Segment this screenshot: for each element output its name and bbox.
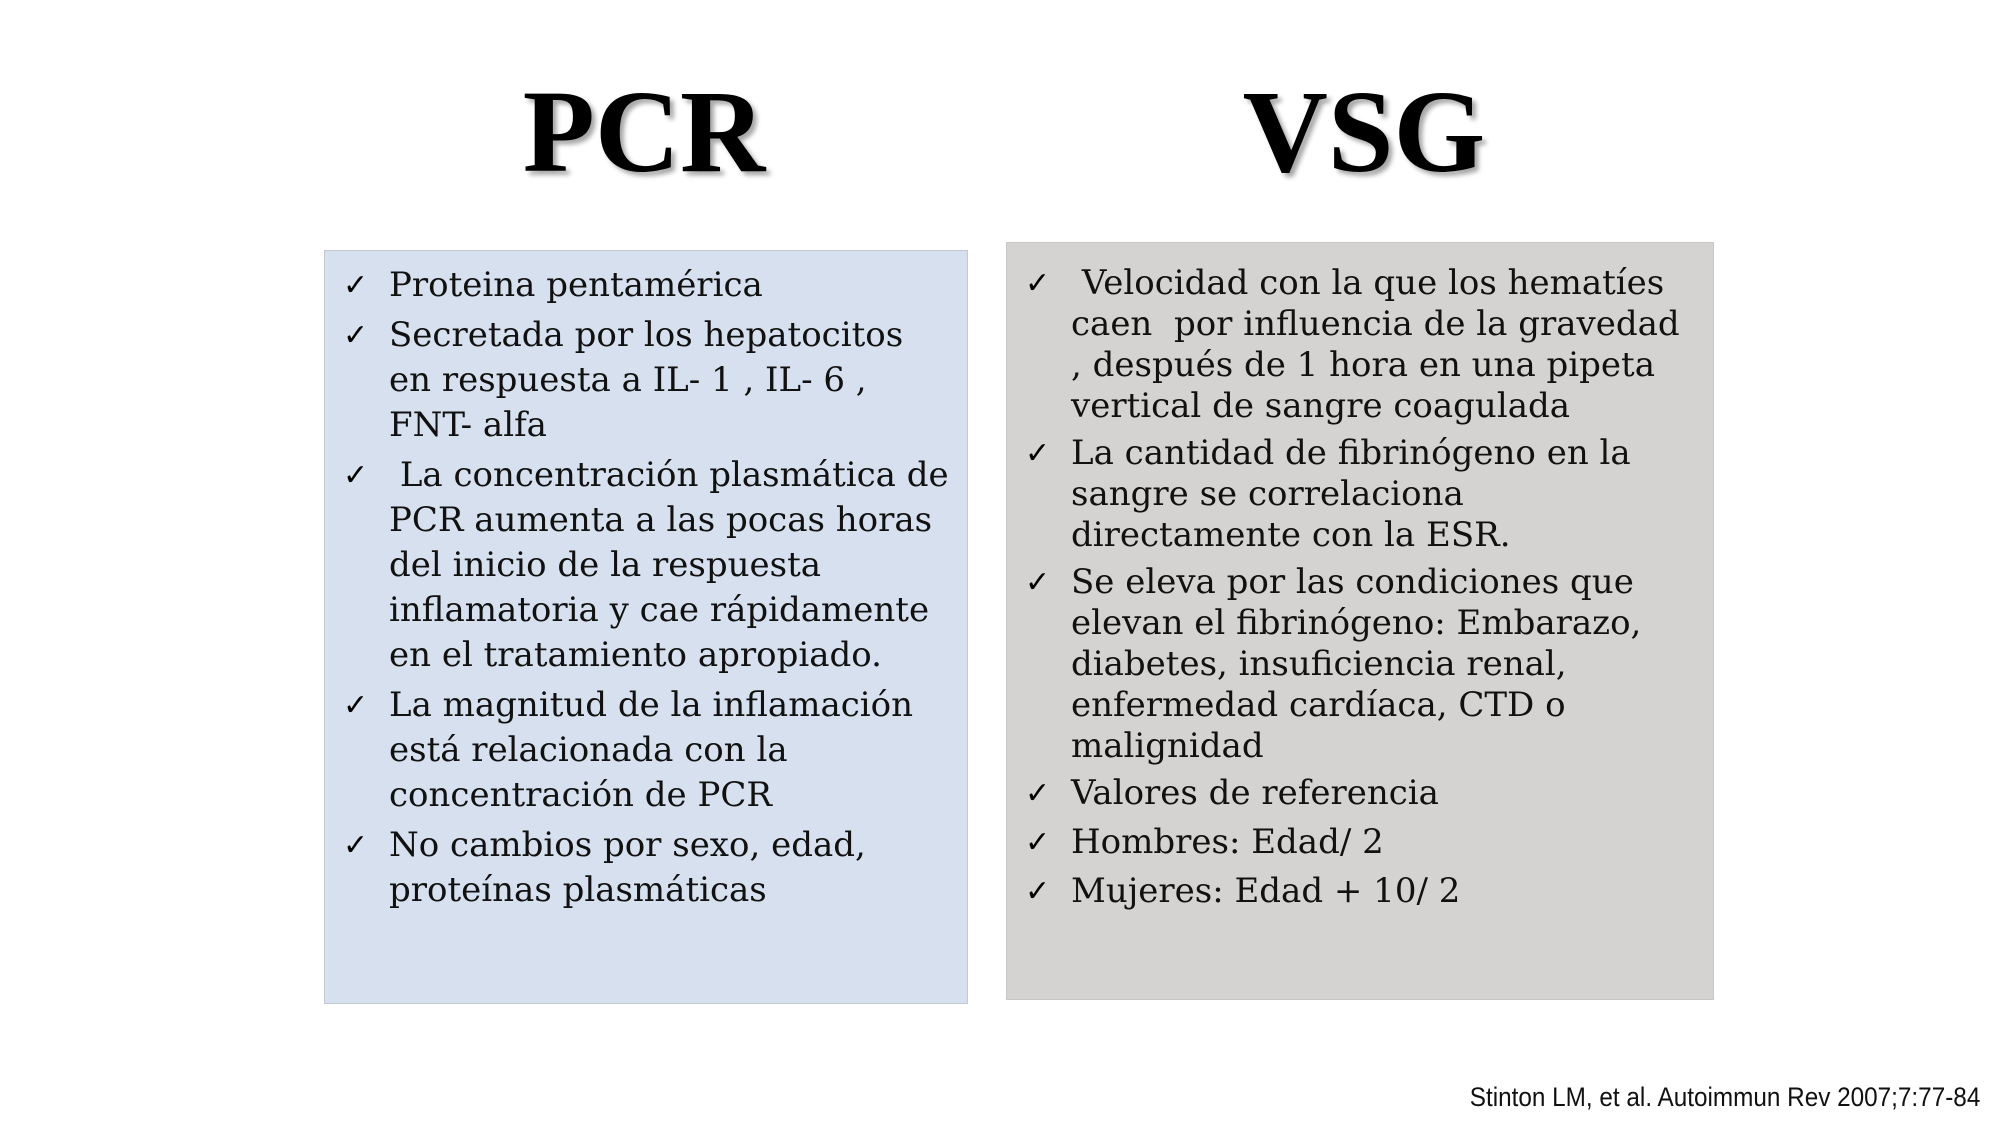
pcr-list-item (343, 683, 949, 818)
pcr-heading: PCR (522, 66, 766, 197)
vsg-item-text: Hombres: Edad/ 2 (1071, 822, 1384, 862)
check-mark-icon: ✓ (343, 688, 369, 723)
pcr-item-text: La magnitud de la inflamación está relacionada con la concentración de PCR (389, 685, 913, 815)
vsg-item-text: Se eleva por las condiciones que elevan el fibrinógeno: Embarazo, diabetes, insuficiencia renal, enfermedad cardíaca, CTD o malignidad (1071, 562, 1642, 766)
check-mark-icon: ✓ (1025, 874, 1051, 909)
pcr-item-text: Secretada por los hepatocitos en respuesta a IL- 1 , IL- 6 , FNT- alfa (389, 315, 904, 445)
pcr-item-text: Proteina pentamérica (389, 265, 763, 305)
check-mark-icon: ✓ (1025, 436, 1051, 471)
vsg-item-text: La cantidad de fibrinógeno en la sangre se correlaciona directamente con la ESR. (1071, 433, 1631, 555)
check-mark-icon: ✓ (343, 458, 369, 493)
citation: Stinton LM, et al. Autoimmun Rev 2007;7:77-84 (1469, 1082, 1980, 1112)
vsg-list-item (1025, 263, 1695, 427)
check-mark-icon: ✓ (343, 828, 369, 863)
pcr-list-item (343, 823, 949, 913)
vsg-item-text: Valores de referencia (1071, 773, 1439, 813)
check-mark-icon: ✓ (1025, 776, 1051, 811)
check-mark-icon: ✓ (343, 318, 369, 353)
pcr-list (343, 263, 960, 913)
pcr-list-item (343, 453, 960, 678)
vsg-list-item (1025, 822, 1695, 863)
vsg-list-item (1025, 433, 1695, 556)
vsg-list (1025, 263, 1695, 912)
pcr-item-text: La concentración plasmática de PCR aumenta a las pocas horas del inicio de la respuesta inflamatoria y cae rápidamente en el tratamiento apropiado. (389, 455, 960, 675)
check-mark-icon: ✓ (343, 268, 369, 303)
check-mark-icon: ✓ (1025, 825, 1051, 860)
pcr-list-item (343, 263, 949, 308)
pcr-item-text: No cambios por sexo, edad, proteínas plasmáticas (389, 825, 866, 910)
vsg-list-item (1025, 562, 1695, 767)
pcr-panel (324, 250, 968, 1004)
pcr-list-item (343, 313, 949, 448)
vsg-list-item (1025, 773, 1695, 814)
vsg-heading: VSG (1242, 66, 1486, 197)
check-mark-icon: ✓ (1025, 565, 1051, 600)
check-mark-icon: ✓ (1025, 266, 1051, 301)
vsg-item-text: Mujeres: Edad + 10/ 2 (1071, 871, 1461, 911)
vsg-panel (1006, 242, 1714, 1000)
vsg-list-item (1025, 871, 1695, 912)
vsg-item-text: Velocidad con la que los hematíes caen por influencia de la gravedad , después de 1 hora en una pipeta vertical de sangre coagulada (1071, 263, 1691, 426)
